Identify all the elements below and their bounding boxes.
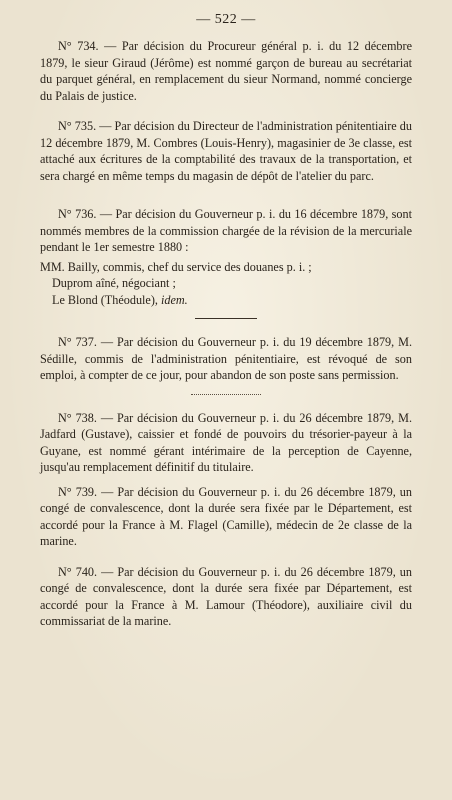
entry-740: N° 740. — Par décision du Gouverneur p. i. du 26 décembre 1879, un congé de convalescence, dont la durée sera fixée par Département, est accordé pour la France à M. Lamour (Théodore), auxiliaire civil du commissariat de la marine.	[40, 564, 412, 628]
entry-735: N° 735. — Par décision du Directeur de l'administration pénitentiaire du 12 décembre 1879, M. Combres (Louis-Henry), magasinier de 3e classe, est attaché aux écritures de la comptabilité des travaux de la transportation, et sera chargé en même temps du magasin de dépôt de l'atelier du parc.	[40, 119, 412, 183]
entry-739: N° 739. — Par décision du Gouverneur p. i. du 26 décembre 1879, un congé de convalescence, dont la durée sera fixée par le Département, est accordé pour la France à M. Flagel (Camille), médecin de 2e classe de la marine.	[40, 484, 412, 548]
commission-members-list	[40, 259, 412, 309]
member-bailly: MM. Bailly, commis, chef du service des douanes p. i. ;	[40, 259, 312, 274]
section-divider	[195, 318, 257, 319]
member-duprom: Duprom aîné, négociant ;	[52, 276, 176, 290]
entry-734: N° 734. — Par décision du Procureur général p. i. du 12 décembre 1879, le sieur Giraud (Jérôme) est nommé garçon de bureau au secrétariat du parquet général, en remplacement du sieur Normand, nommé concierge du Palais de justice.	[40, 39, 412, 103]
entry-736: N° 736. — Par décision du Gouverneur p. i. du 16 décembre 1879, sont nommés membres de la commission chargée de la révision de la mercuriale pendant le 1er semestre 1880 :	[40, 207, 412, 254]
entry-738: N° 738. — Par décision du Gouverneur p. i. du 26 décembre 1879, M. Jadfard (Gustave), caissier et fondé de pouvoirs du trésorier-payeur à la Guyane, est nommé gérant intérimaire de la perception de Cayenne, jusqu'au remplacement définitif du titulaire.	[40, 410, 412, 474]
member-le-blond	[40, 292, 412, 309]
member-le-blond-name: Le Blond (Théodule),	[52, 292, 161, 307]
dotted-divider	[191, 394, 261, 395]
member-le-blond-idem: idem.	[160, 292, 188, 307]
page-number: — 522 —	[196, 12, 256, 27]
entry-737: N° 737. — Par décision du Gouverneur p. i. du 19 décembre 1879, M. Sédille, commis de l'administration pénitentiaire, est révoqué de son emploi, à compter de ce jour, pour abandon de son poste sans permission.	[40, 335, 412, 382]
